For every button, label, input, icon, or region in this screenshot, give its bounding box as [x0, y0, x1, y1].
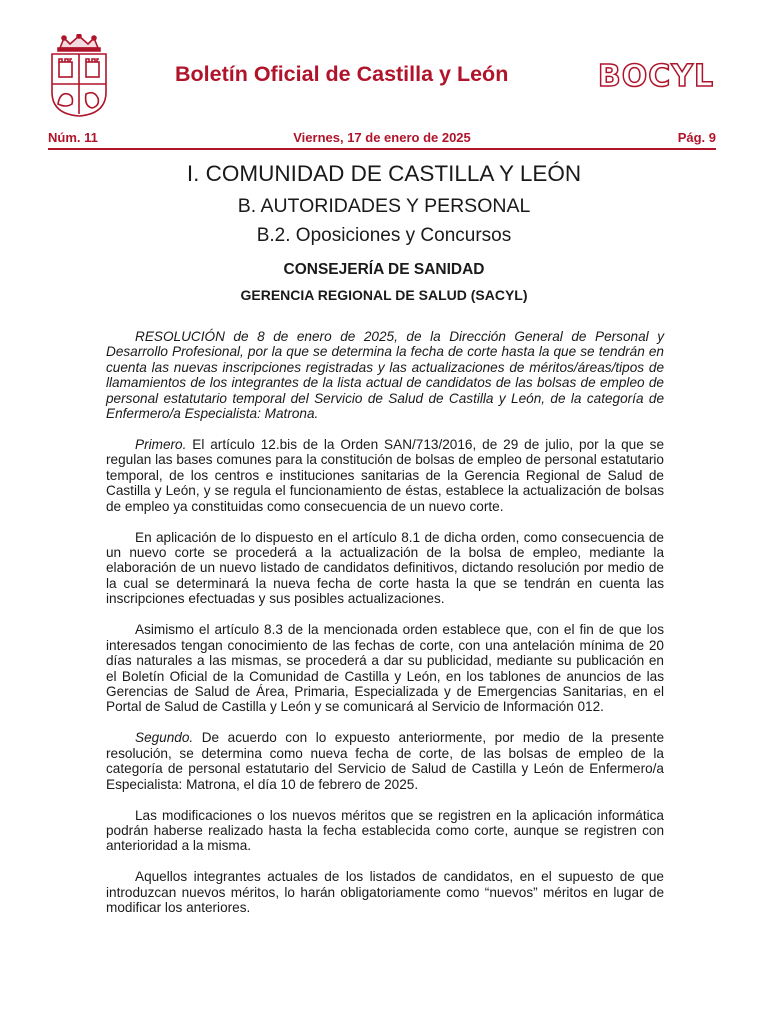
paragraph: En aplicación de lo dispuesto en el artículo 8.1 de dicha orden, como consecuencia de un nuevo corte se procederá a la actualización de la bolsa de empleo, mediante la elaboración de un nuevo listado de candidatos definitivos, dictando resolución por medio de la cual se determinará la nueva fecha de corte hasta la que se tendrán en cuenta las inscripciones efectuadas y sus posibles actualizaciones. — [106, 529, 664, 607]
paragraph-lead: Segundo. — [135, 730, 194, 746]
paragraph: Las modificaciones o los nuevos méritos que se registren en la aplicación informática podrán haberse realizado hasta la fecha establecida como corte, aunque se registren con anterioridad a la misma. — [106, 807, 664, 854]
paragraph: Asimismo el artículo 8.3 de la mencionada orden establece que, con el fin de que los interesados tengan conocimiento de las fechas de corte, con una antelación mínima de 20 días naturales a las mismas, se procederá a dar su publicidad, mediante su publicación en el Boletín Oficial de la Comunidad de Castilla y León, en los tablones de anuncios de las Gerencias de Salud de Área, Primaria, Especializada y de Emergencias Sanitarias, en el Portal de Salud de Castilla y León y se comunicará al Servicio de Información 012. — [106, 622, 664, 715]
paragraph: Aquellos integrantes actuales de los listados de candidatos, en el supuesto de que introduzcan nuevos méritos, lo harán obligatoriamente como “nuevos” méritos en lugar de modificar los anteriores. — [106, 869, 664, 916]
page-number: Pág. 9 — [677, 130, 716, 145]
bocyl-logo — [592, 58, 720, 92]
paragraph-lead: Primero. — [135, 437, 187, 453]
agency-heading: GERENCIA REGIONAL DE SALUD (SACYL) — [240, 287, 528, 303]
paragraph-segundo — [106, 730, 664, 792]
bulletin-title: Boletín Oficial de Castilla y León — [175, 62, 509, 86]
department-heading: CONSEJERÍA DE SANIDAD — [283, 261, 485, 278]
issue-number: Núm. 11 — [48, 130, 98, 145]
document-header — [48, 34, 720, 120]
issue-info-bar — [48, 128, 716, 150]
section-heading: I. COMUNIDAD DE CASTILLA Y LEÓN — [186, 161, 582, 186]
issue-date: Viernes, 17 de enero de 2025 — [293, 130, 471, 145]
subsubsection-heading: B.2. Oposiciones y Concursos — [256, 225, 512, 246]
paragraph-primero — [106, 437, 664, 514]
subsection-heading: B. AUTORIDADES Y PERSONAL — [237, 195, 531, 217]
coat-of-arms-icon — [48, 34, 110, 118]
document-body — [106, 329, 664, 931]
paragraph-text: De acuerdo con lo expuesto anteriormente, por medio de la presente resolución, se determina como nueva fecha de corte, de las bolsas de empleo de la categoría de personal estatutario del Servicio de Salud de Castilla y León de Enfermero/a Especialista: Matrona, el día 10 de febrero de 2025. — [106, 730, 664, 792]
paragraph-text: El artículo 12.bis de la Orden SAN/713/2016, de 29 de julio, por la que se regulan las bases comunes para la constitución de bolsas de empleo de personal estatutario temporal, de los centros e instituciones sanitarias de la Gerencia Regional de Salud de Castilla y León, y se regula el funcionamiento de éstas, establece la actualización de bolsas de empleo ya constituidas como consecuencia de un nuevo corte. — [106, 437, 664, 514]
resolution-summary: RESOLUCIÓN de 8 de enero de 2025, de la Dirección General de Personal y Desarrollo Profesional, por la que se determina la fecha de corte hasta la que se tendrán en cuenta las nuevas inscripciones registradas y las actualizaciones de méritos/áreas/tipos de llamamientos de los integrantes de la lista actual de candidatos de las bolsas de empleo de personal estatutario temporal del Servicio de Salud de Castilla y León, de la categoría de Enfermero/a Especialista: Matrona. — [106, 329, 664, 422]
svg-text:BOCYL: BOCYL — [597, 59, 715, 92]
